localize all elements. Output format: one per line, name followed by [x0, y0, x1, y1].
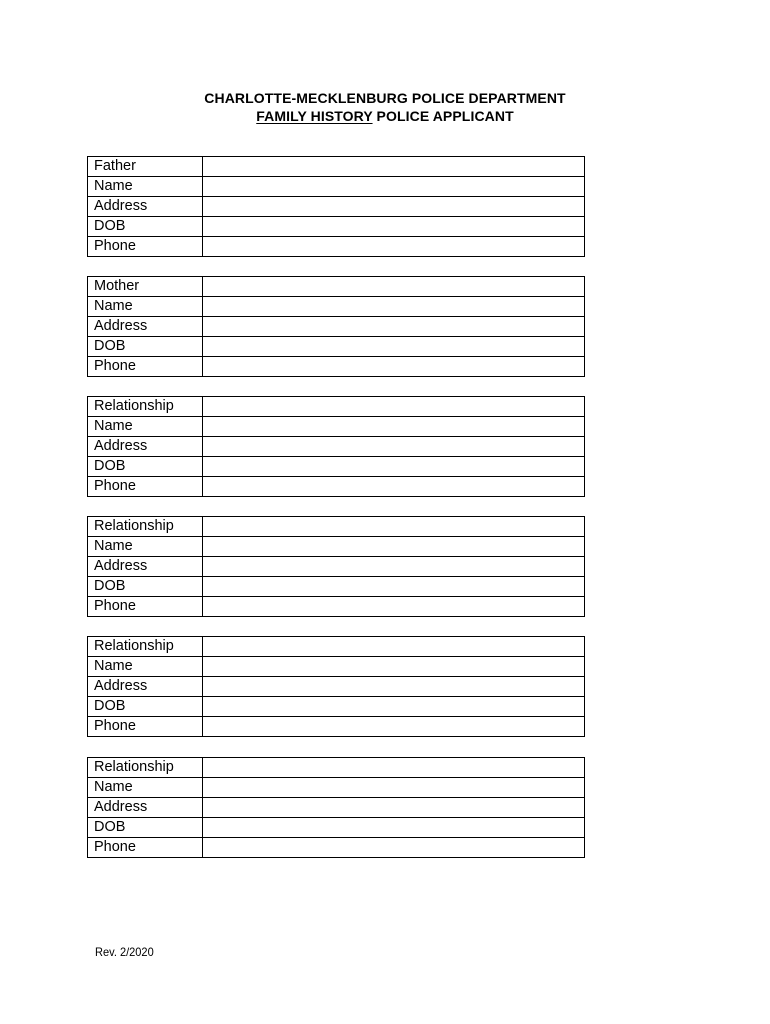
field-input-phone[interactable]: [203, 357, 585, 377]
table-row: [88, 637, 585, 657]
field-label-relation: Mother: [88, 277, 203, 297]
table-row: [88, 437, 585, 457]
table-row: [88, 717, 585, 737]
field-label-address: Address: [88, 437, 203, 457]
field-label-relation: Relationship: [88, 397, 203, 417]
field-label-name: Name: [88, 177, 203, 197]
field-label-phone: Phone: [88, 717, 203, 737]
field-input-address[interactable]: [203, 437, 585, 457]
family-member-table-father: [87, 156, 585, 257]
field-input-address[interactable]: [203, 798, 585, 818]
table-row: [88, 537, 585, 557]
field-input-name[interactable]: [203, 297, 585, 317]
field-label-phone: Phone: [88, 357, 203, 377]
field-label-name: Name: [88, 537, 203, 557]
table-row: [88, 237, 585, 257]
field-label-address: Address: [88, 557, 203, 577]
field-input-address[interactable]: [203, 557, 585, 577]
table-row: [88, 677, 585, 697]
field-label-name: Name: [88, 778, 203, 798]
field-input-phone[interactable]: [203, 717, 585, 737]
field-input-relation[interactable]: [203, 758, 585, 778]
table-row: [88, 197, 585, 217]
table-row: [88, 597, 585, 617]
document-title: [0, 89, 770, 125]
table-row: [88, 778, 585, 798]
field-input-relation[interactable]: [203, 517, 585, 537]
field-label-dob: DOB: [88, 217, 203, 237]
field-label-address: Address: [88, 798, 203, 818]
field-input-address[interactable]: [203, 677, 585, 697]
field-input-dob[interactable]: [203, 818, 585, 838]
table-row: [88, 277, 585, 297]
field-label-address: Address: [88, 677, 203, 697]
field-input-relation[interactable]: [203, 277, 585, 297]
field-input-dob[interactable]: [203, 457, 585, 477]
field-input-name[interactable]: [203, 537, 585, 557]
table-row: [88, 217, 585, 237]
field-label-relation: Father: [88, 157, 203, 177]
field-label-address: Address: [88, 197, 203, 217]
field-input-phone[interactable]: [203, 838, 585, 858]
table-row: [88, 417, 585, 437]
family-member-table-mother: [87, 276, 585, 377]
field-label-dob: DOB: [88, 577, 203, 597]
family-member-table-relationship-1: [87, 396, 585, 497]
field-label-phone: Phone: [88, 477, 203, 497]
field-label-phone: Phone: [88, 838, 203, 858]
family-member-table-relationship-4: [87, 757, 585, 858]
table-row: [88, 758, 585, 778]
form-type-underlined: FAMILY HISTORY: [256, 108, 373, 124]
table-row: [88, 297, 585, 317]
field-input-address[interactable]: [203, 317, 585, 337]
field-input-address[interactable]: [203, 197, 585, 217]
table-row: [88, 838, 585, 858]
field-label-relation: Relationship: [88, 758, 203, 778]
field-label-relation: Relationship: [88, 637, 203, 657]
field-label-name: Name: [88, 417, 203, 437]
field-input-relation[interactable]: [203, 637, 585, 657]
revision-date: Rev. 2/2020: [95, 945, 154, 959]
table-row: [88, 157, 585, 177]
field-input-name[interactable]: [203, 778, 585, 798]
table-row: [88, 477, 585, 497]
field-input-relation[interactable]: [203, 397, 585, 417]
table-row: [88, 577, 585, 597]
field-label-dob: DOB: [88, 697, 203, 717]
field-input-name[interactable]: [203, 417, 585, 437]
table-row: [88, 397, 585, 417]
family-member-table-relationship-3: [87, 636, 585, 737]
field-input-phone[interactable]: [203, 477, 585, 497]
field-input-phone[interactable]: [203, 597, 585, 617]
field-input-dob[interactable]: [203, 697, 585, 717]
table-row: [88, 317, 585, 337]
field-label-dob: DOB: [88, 337, 203, 357]
field-input-name[interactable]: [203, 177, 585, 197]
field-input-dob[interactable]: [203, 217, 585, 237]
field-input-dob[interactable]: [203, 337, 585, 357]
field-label-name: Name: [88, 657, 203, 677]
table-row: [88, 657, 585, 677]
field-label-name: Name: [88, 297, 203, 317]
department-name: CHARLOTTE-MECKLENBURG POLICE DEPARTMENT: [204, 90, 566, 106]
field-label-relation: Relationship: [88, 517, 203, 537]
field-label-phone: Phone: [88, 597, 203, 617]
field-label-dob: DOB: [88, 457, 203, 477]
form-type-rest: POLICE APPLICANT: [372, 108, 514, 124]
form-subtitle: [0, 107, 770, 125]
field-input-phone[interactable]: [203, 237, 585, 257]
table-row: [88, 357, 585, 377]
field-input-relation[interactable]: [203, 157, 585, 177]
table-row: [88, 177, 585, 197]
table-row: [88, 818, 585, 838]
field-input-name[interactable]: [203, 657, 585, 677]
field-label-dob: DOB: [88, 818, 203, 838]
family-member-table-relationship-2: [87, 516, 585, 617]
field-input-dob[interactable]: [203, 577, 585, 597]
table-row: [88, 697, 585, 717]
table-row: [88, 798, 585, 818]
table-row: [88, 337, 585, 357]
table-row: [88, 457, 585, 477]
field-label-phone: Phone: [88, 237, 203, 257]
table-row: [88, 517, 585, 537]
table-row: [88, 557, 585, 577]
field-label-address: Address: [88, 317, 203, 337]
